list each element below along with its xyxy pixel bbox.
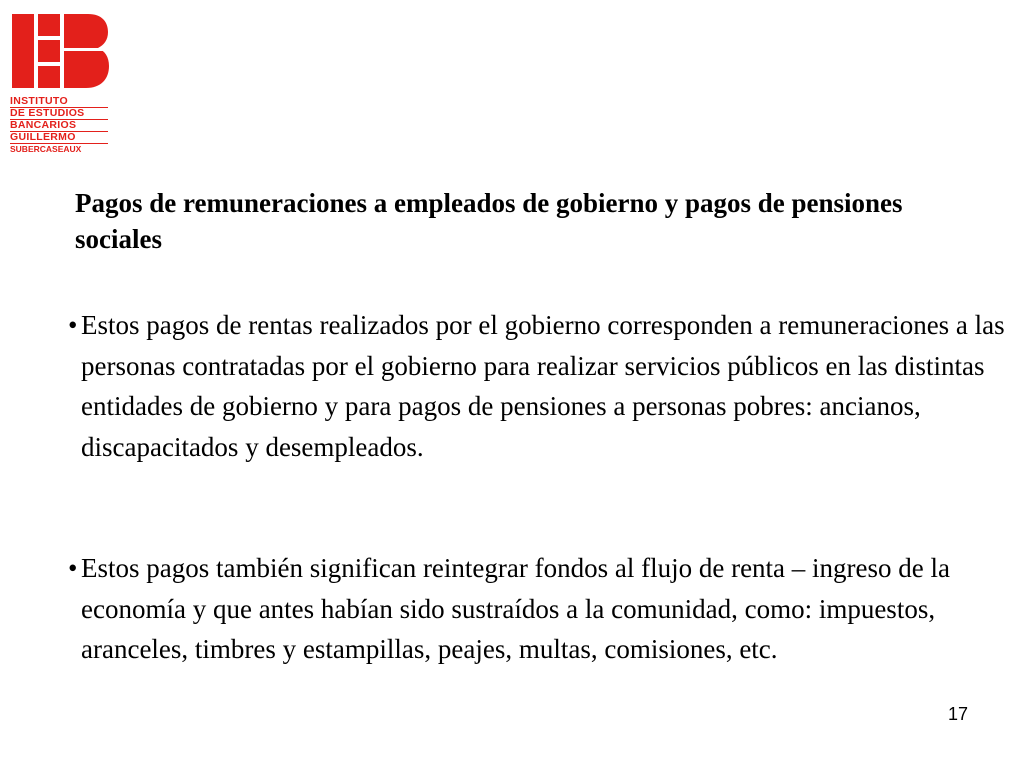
bullet-item [68,305,1024,467]
slide-title: Pagos de remuneraciones a empleados de gobierno y pagos de pensiones sociales [75,188,903,254]
logo-line: BANCARIOS [10,120,108,132]
logo-line: SUBERCASEAUX [10,144,82,154]
bullet-text: Estos pagos también significan reintegrar fondos al flujo de renta – ingreso de la economía y que antes habían sido sustraídos a la comunidad, como: impuestos, aranceles, timbres y estampillas, peajes, multas, comisiones, etc. [81,553,950,664]
institute-logo [10,12,110,155]
page-number: 17 [947,704,968,724]
bullet-marker: • [68,310,78,340]
logo-line: DE ESTUDIOS [10,108,108,120]
bullet-text: Estos pagos de rentas realizados por el gobierno corresponden a remuneraciones a las personas contratadas por el gobierno para realizar servicios públicos en las distintas entidades de gobierno y para pagos de pensiones a personas pobres: ancianos, discapacitados y desempleados. [81,310,1005,462]
logo-wordmark [10,96,108,155]
logo-line: INSTITUTO [10,96,108,108]
bullet-item [68,548,1024,670]
ieb-logo-mark [10,12,110,90]
logo-line: GUILLERMO [10,132,108,144]
bullet-marker: • [68,553,78,583]
